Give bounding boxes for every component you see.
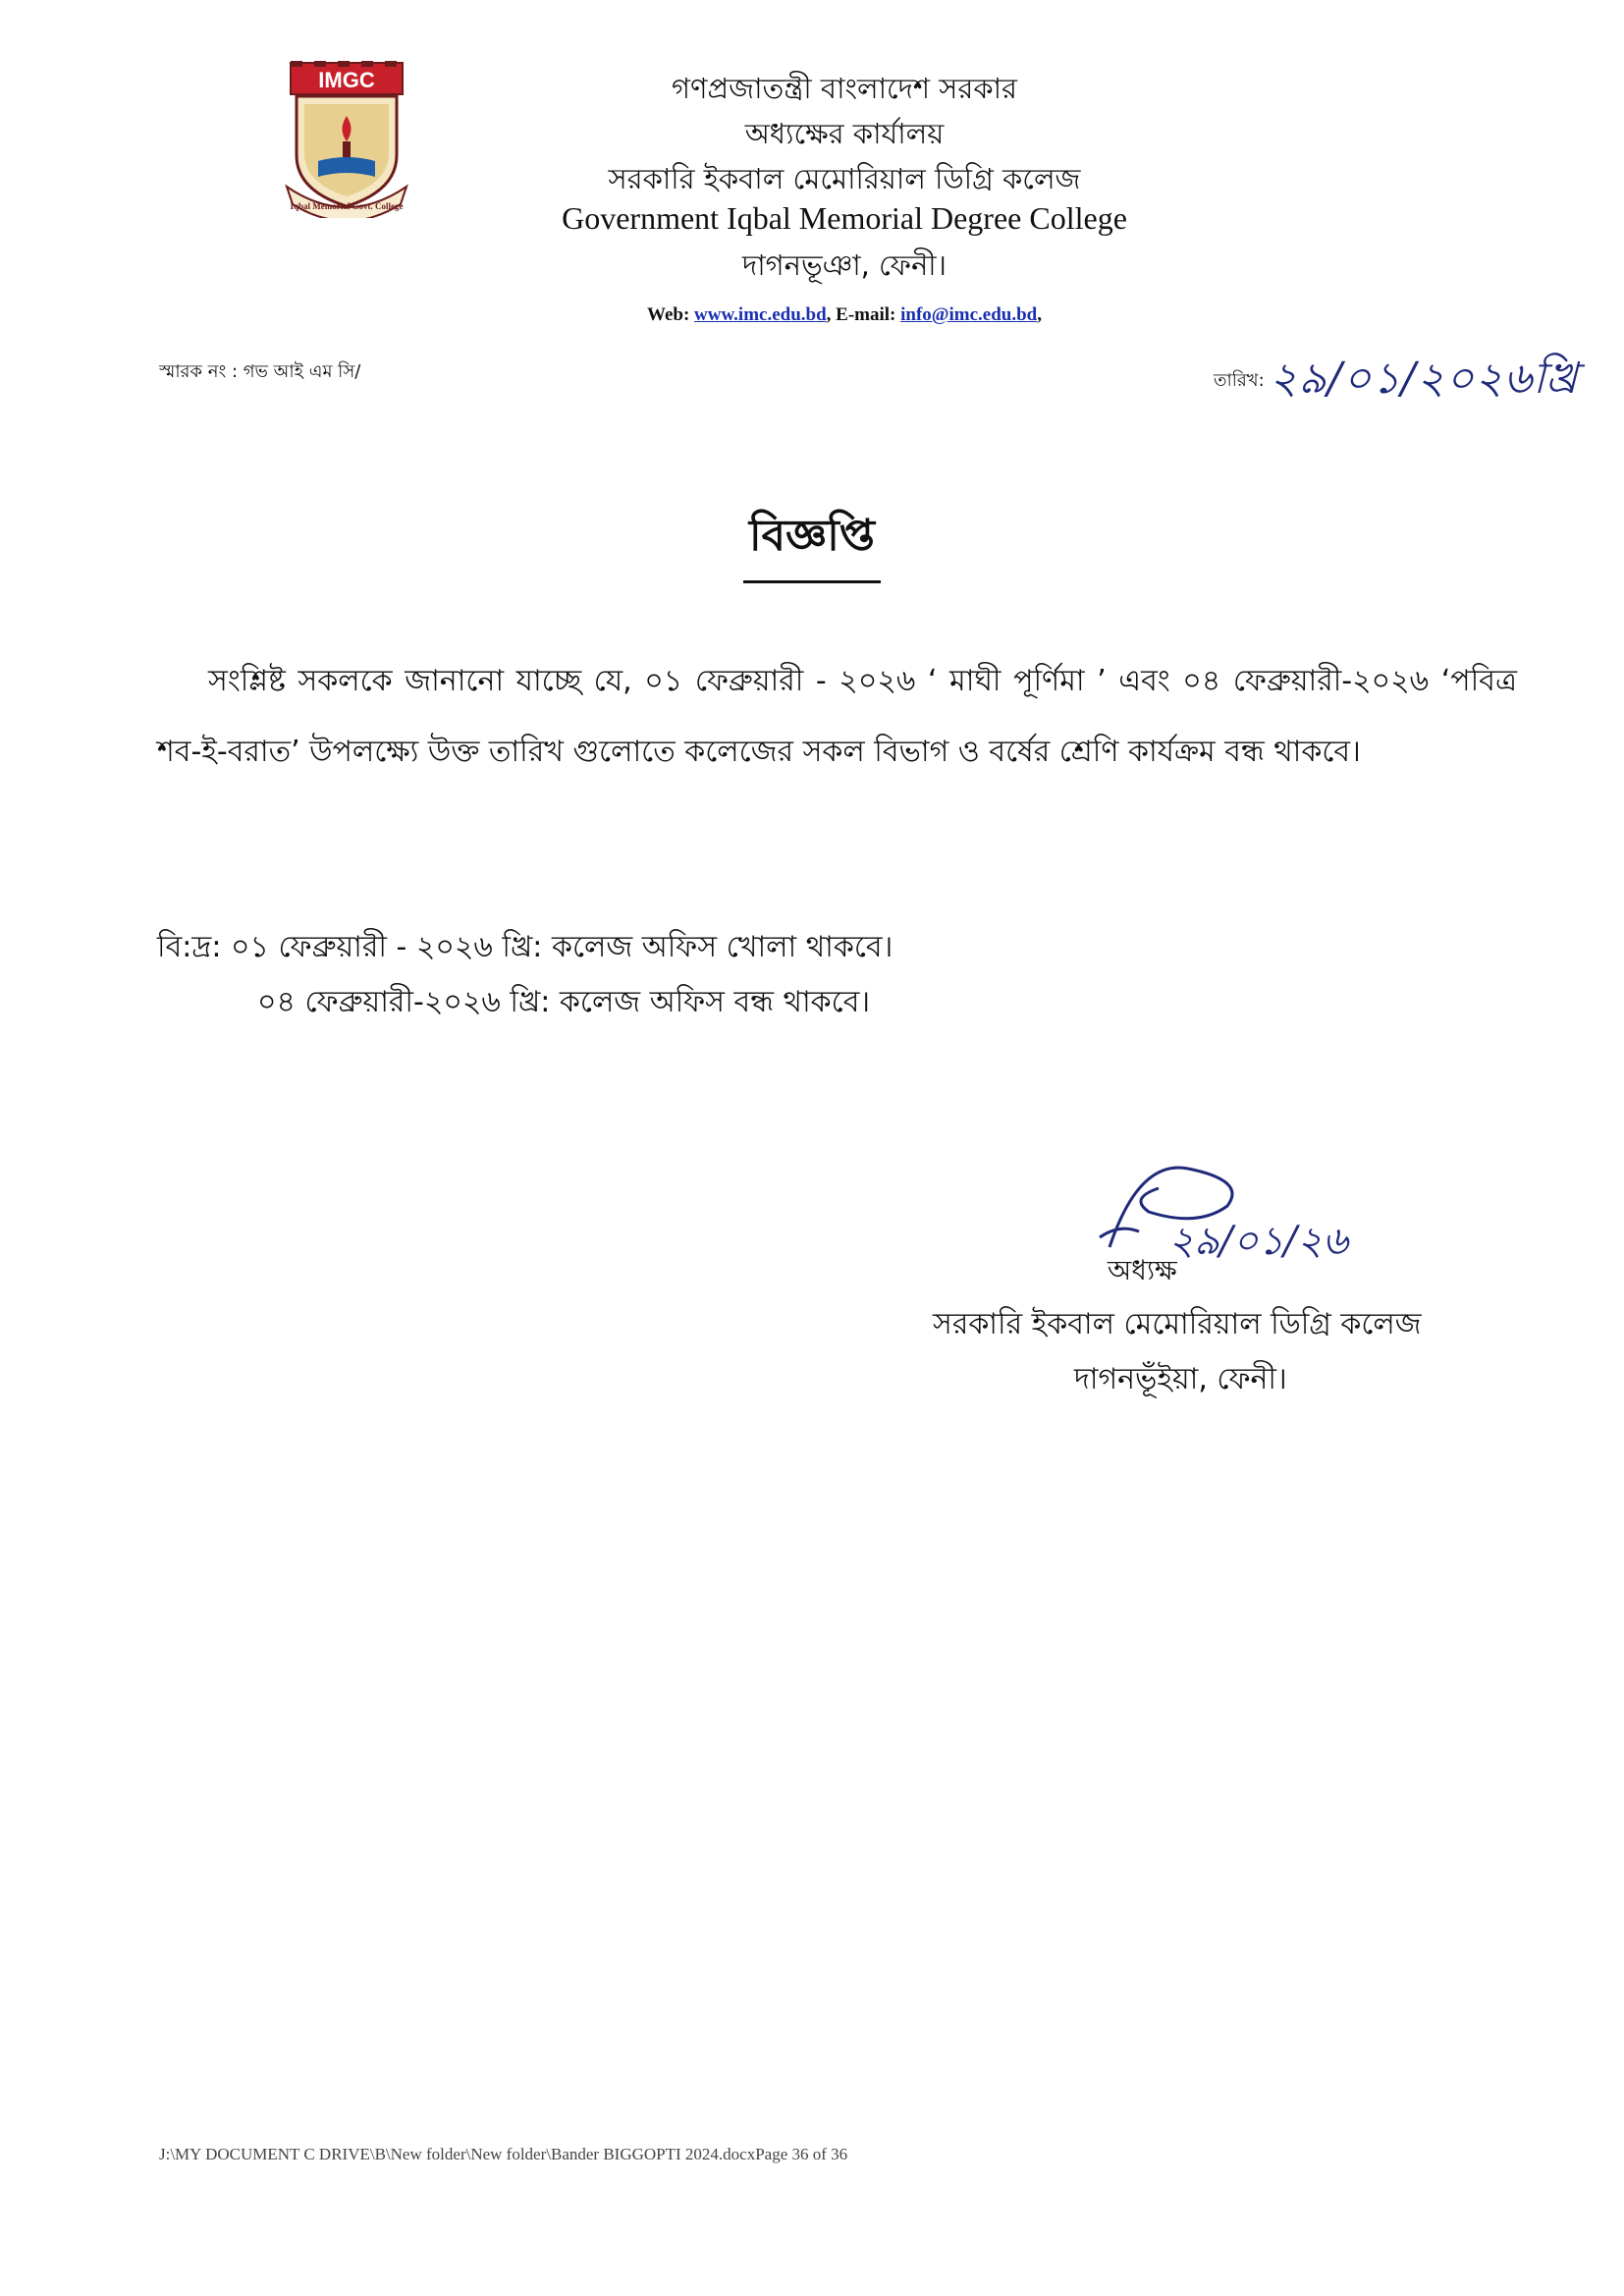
signature-date: ২৯/০১/২৬ xyxy=(1168,1219,1348,1264)
letterhead-college-english: Government Iqbal Memorial Degree College xyxy=(562,200,1127,236)
date-value: ২৯/০১/২০২৬খ্রি xyxy=(1269,354,1579,404)
notice-title-text: বিজ্ঞপ্তি xyxy=(743,503,881,583)
note-line-1: বি:দ্র: ০১ ফেব্রুয়ারী - ২০২৬ খ্রি: কলেজ অফিস খোলা থাকবে। xyxy=(157,930,893,964)
signatory-place: দাগনভূঁইয়া, ফেনী। xyxy=(1074,1362,1287,1396)
letterhead-contact xyxy=(461,304,1227,326)
email-label: , E-mail: xyxy=(826,304,901,325)
logo-text: IMGC xyxy=(318,68,375,92)
web-label: Web: xyxy=(647,304,695,325)
signatory-college: সরকারি ইকবাল মেমোরিয়াল ডিগ্রি কলেজ xyxy=(933,1307,1422,1341)
letterhead-college-bangla: সরকারি ইকবাল মেমোরিয়াল ডিগ্রি কলেজ xyxy=(608,162,1081,195)
memo-number: স্মারক নং : গভ আই এম সি/ xyxy=(159,361,361,382)
date-block xyxy=(1214,346,1578,417)
letterhead-location: দাগনভূঞা, ফেনী। xyxy=(742,248,947,282)
email-link[interactable]: info@imc.edu.bd xyxy=(900,304,1038,325)
file-path-footer: J:\MY DOCUMENT C DRIVE\B\New folder\New folder\Bander BIGGOPTI 2024.docxPage 36 of 36 xyxy=(159,2145,848,2163)
date-label: তারিখ: xyxy=(1214,370,1265,391)
signatory-title: অধ্যক্ষ xyxy=(1108,1254,1177,1286)
note-line-2: ০৪ ফেব্রুয়ারী-২০২৬ খ্রি: কলেজ অফিস বন্ধ থাকবে। xyxy=(257,985,871,1019)
letterhead-government: গণপ্রজাতন্ত্রী বাংলাদেশ সরকার xyxy=(671,72,1018,105)
notice-title xyxy=(0,503,1624,583)
email-tail: , xyxy=(1037,304,1042,325)
website-link[interactable]: www.imc.edu.bd xyxy=(694,304,827,325)
logo-ribbon-text: Iqbal Memorial Govt. College xyxy=(290,201,404,211)
notice-body: সংশ্লিষ্ট সকলকে জানানো যাচ্ছে যে, ০১ ফেব্রুয়ারী - ২০২৬ ‘ মাঘী পূর্ণিমা ’ এবং ০৪ ফেব্রুয়ারী-২০২৬ ‘পবিত্র শব-ই-বরাত’ উপলক্ষ্যে উক্ত তারিখ গুলোতে কলেজের সকল বিভাগ ও বর্ষের শ্রেণি কার্যক্রম বন্ধ থাকবে। xyxy=(157,664,1517,769)
college-logo xyxy=(283,61,410,218)
letterhead-office: অধ্যক্ষের কার্যালয় xyxy=(744,117,945,150)
